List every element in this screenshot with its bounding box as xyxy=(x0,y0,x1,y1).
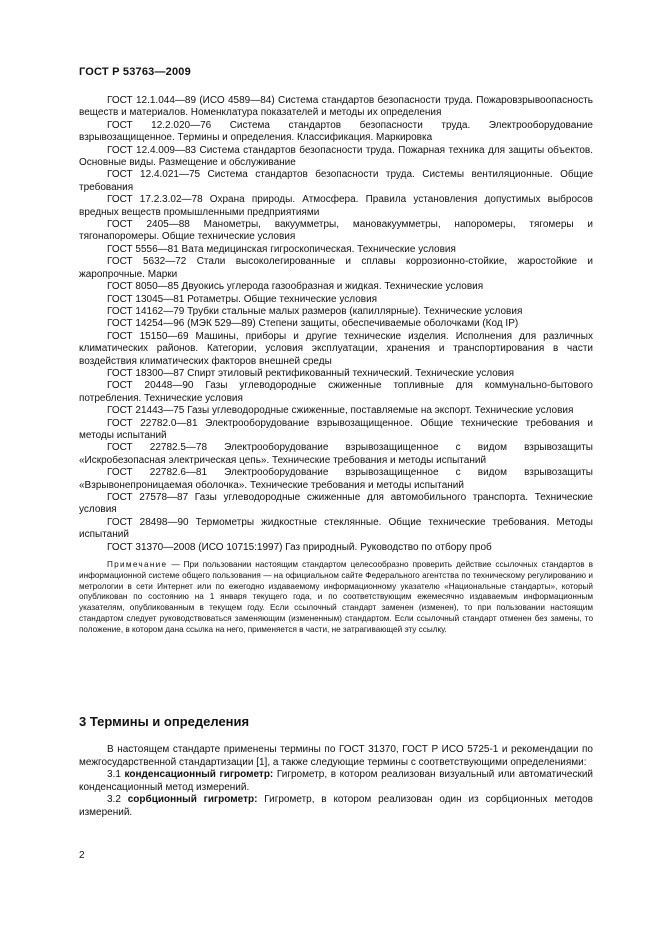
references-note xyxy=(79,560,593,636)
reference-item: ГОСТ 14254—96 (МЭК 529—89) Степени защиты, обеспечиваемые оболочками (Код IP) xyxy=(107,318,519,330)
document-header: ГОСТ Р 53763—2009 xyxy=(79,66,191,78)
reference-item: ГОСТ 12.2.020—76 Система стандартов безопасности труда. Электрооборудование взрывозащищенное. Термины и определения. Классификация. Маркировка xyxy=(79,119,593,144)
reference-item: ГОСТ 17.2.3.02—78 Охрана природы. Атмосфера. Правила установления допустимых выбросов вредных веществ промышленными предприятиями xyxy=(79,194,593,218)
reference-item: ГОСТ 13045—81 Ротаметры. Общие технические условия xyxy=(107,293,378,305)
reference-item: ГОСТ 21443—75 Газы углеводородные сжиженные, поставляемые на экспорт. Технические условия xyxy=(107,405,574,417)
term-number: 3.2 xyxy=(107,794,121,806)
section-body xyxy=(79,744,593,820)
term-text: Гигрометр, в котором реализован один из сорбционных методов измерений. xyxy=(79,794,593,818)
reference-item: ГОСТ 2405—88 Манометры, вакуумметры, мановакуумметры, напоромеры, тягомеры и тягонапоромеры. Общие технические условия xyxy=(79,219,593,243)
reference-item: ГОСТ 14162—79 Трубки стальные малых размеров (капиллярные). Технические условия xyxy=(107,305,523,317)
page-number: 2 xyxy=(79,850,85,861)
reference-item: ГОСТ 5556—81 Вата медицинская гигроскопическая. Технические условия xyxy=(107,243,456,255)
reference-item: ГОСТ 22782.0—81 Электрооборудование взрывозащищенное. Общие технические требования и методы испытаний xyxy=(79,417,593,441)
reference-item: ГОСТ 12.4.021—75 Система стандартов безопасности труда. Системы вентиляционные. Общие требования xyxy=(79,169,593,193)
reference-item: ГОСТ 18300—87 Спирт этиловый ректификованный технический. Технические условия xyxy=(107,367,515,379)
reference-item: ГОСТ 31370—2008 (ИСО 10715:1997) Газ природный. Руководство по отбору проб xyxy=(107,541,492,553)
note-text: — При пользовании настоящим стандартом целесообразно проверить действие ссылочных стандартов в информационной системе общего пользования — на официальном сайте Федерального агентства по техническому регулированию и метрологии в сети Интернет или по ежегодно издаваемому информационному указателю «Национальные стандарты», который опубликован по состоянию на 1 января текущего года, и по соответствующим ежемесячно издаваемым информационным указателям, опубликованным в текущем году. Если ссылочный стандарт заменен (изменен), то при пользовании настоящим стандартом следует руководствоваться заменяющим (измененным) стандартом. Если ссылочный стандарт отменен без замены, то положение, в котором дана ссылка на него, применяется в части, не затрагивающей эту ссылку. xyxy=(79,560,593,634)
term-number: 3.1 xyxy=(107,769,121,781)
reference-item: ГОСТ 22782.6—81 Электрооборудование взрывозащищенное с видом взрывозащиты «Взрывонепроницаемая оболочка». Технические требования и методы испытаний xyxy=(79,467,593,491)
reference-item: ГОСТ 5632—72 Стали высоколегированные и сплавы коррозионно-стойкие, жаростойкие и жаропрочные. Марки xyxy=(79,256,593,280)
reference-item: ГОСТ 15150—69 Машины, приборы и другие технические изделия. Исполнения для различных климатических районов. Категории, условия эксплуатации, хранения и транспортирования в части воздействия климатических факторов внешней среды xyxy=(79,330,593,367)
reference-item: ГОСТ 12.1.044—89 (ИСО 4589—84) Система стандартов безопасности труда. Пожаровзрывоопасность веществ и материалов. Номенклатура показателей и методы их определения xyxy=(79,95,593,119)
section-intro: В настоящем стандарте применены термины по ГОСТ 31370, ГОСТ Р ИСО 5725-1 и рекомендации по межгосударственной стандартизации [1], а также следующие термины с соответствующими определениями: xyxy=(79,744,593,768)
reference-item: ГОСТ 8050—85 Двуокись углерода газообразная и жидкая. Технические условия xyxy=(107,281,484,293)
reference-item: ГОСТ 12.4.009—83 Система стандартов безопасности труда. Пожарная техника для защиты объектов. Основные виды. Размещение и обслуживание xyxy=(79,144,593,169)
term-name: сорбционный гигрометр: xyxy=(127,794,258,806)
reference-item: ГОСТ 20448—90 Газы углеводородные сжиженные топливные для коммунально-бытового потребления. Технические условия xyxy=(79,380,593,404)
reference-item: ГОСТ 22782.5—78 Электрооборудование взрывозащищенное с видом взрывозащиты «Искробезопасная электрическая цепь». Технические требования и методы испытаний xyxy=(79,442,593,466)
section-heading: 3 Термины и определения xyxy=(79,714,250,729)
term-definition xyxy=(79,769,593,794)
term-text: Гигрометр, в котором реализован визуальный или автоматический конденсационный метод измерений. xyxy=(79,769,593,793)
term-name: конденсационный гигрометр: xyxy=(124,769,274,781)
term-definition xyxy=(79,794,593,819)
normative-references-list xyxy=(79,95,593,636)
reference-item: ГОСТ 27578—87 Газы углеводородные сжиженные для автомобильного транспорта. Технические условия xyxy=(79,492,593,516)
note-label: Примечание xyxy=(107,560,168,570)
reference-item: ГОСТ 28498—90 Термометры жидкостные стеклянные. Общие технические требования. Методы испытаний xyxy=(79,516,593,541)
